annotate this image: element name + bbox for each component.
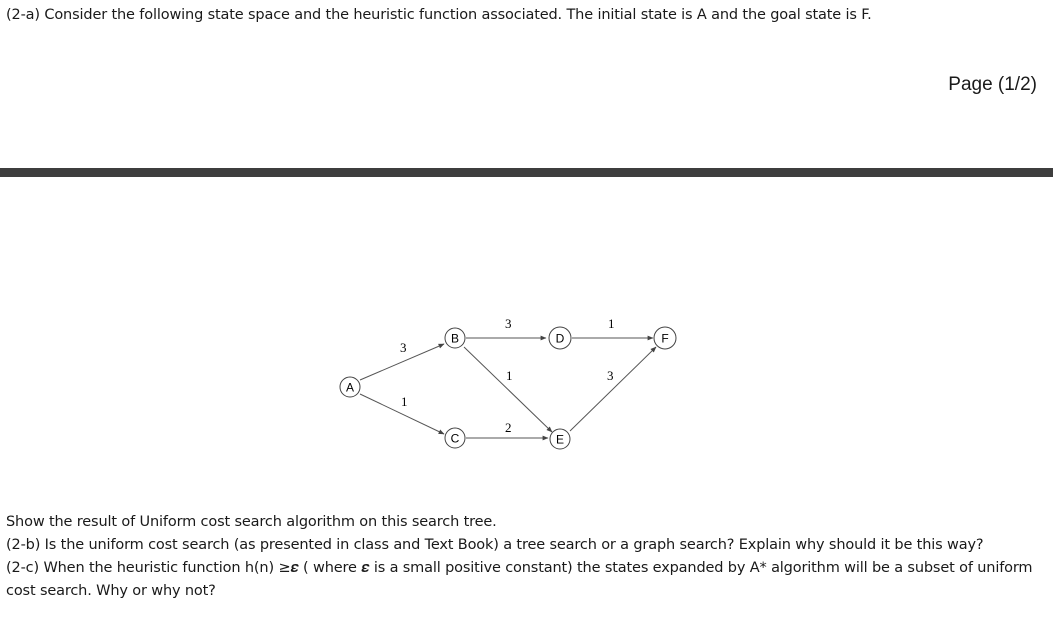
edge-a-c-cost: 1 bbox=[401, 394, 408, 409]
node-c bbox=[445, 428, 465, 448]
edge-e-f bbox=[570, 347, 656, 431]
node-e-label: E bbox=[555, 432, 565, 447]
questions-block bbox=[6, 511, 1036, 603]
question-2c: (2-c) When the heuristic function h(n) ≥𝜺 ( where 𝜺 is a small positive constant) the states expanded by A* algorithm will be a subset of uniform cost search. Why or why not? bbox=[6, 560, 1033, 599]
node-a bbox=[340, 377, 360, 397]
node-d bbox=[549, 327, 571, 349]
edge-b-d-cost: 3 bbox=[505, 316, 512, 331]
node-f-label: F bbox=[661, 331, 669, 346]
edge-b-e-cost: 1 bbox=[506, 368, 513, 383]
node-a-label: A bbox=[345, 380, 355, 395]
edge-c-e-cost: 2 bbox=[505, 420, 512, 435]
question-2b: (2-b) Is the uniform cost search (as presented in class and Text Book) a tree search or a graph search? Explain why should it be this way? bbox=[6, 537, 984, 553]
edge-d-f-cost: 1 bbox=[608, 316, 615, 331]
page-indicator: Page (1/2) bbox=[948, 74, 1037, 95]
question-ucs-result: Show the result of Uniform cost search algorithm on this search tree. bbox=[6, 514, 497, 530]
divider-bar bbox=[0, 168, 1053, 177]
node-c-label: C bbox=[450, 431, 460, 446]
node-b-label: B bbox=[450, 331, 460, 346]
node-d-label: D bbox=[555, 331, 565, 346]
edge-e-f-cost: 3 bbox=[607, 368, 614, 383]
node-e bbox=[550, 429, 570, 449]
node-f bbox=[654, 327, 676, 349]
edge-a-b-cost: 3 bbox=[400, 340, 407, 355]
state-space-graph bbox=[320, 300, 700, 470]
node-b bbox=[445, 328, 465, 348]
intro-text: (2-a) Consider the following state space and the heuristic function associated. The initial state is A and the goal state is F. bbox=[6, 7, 872, 23]
